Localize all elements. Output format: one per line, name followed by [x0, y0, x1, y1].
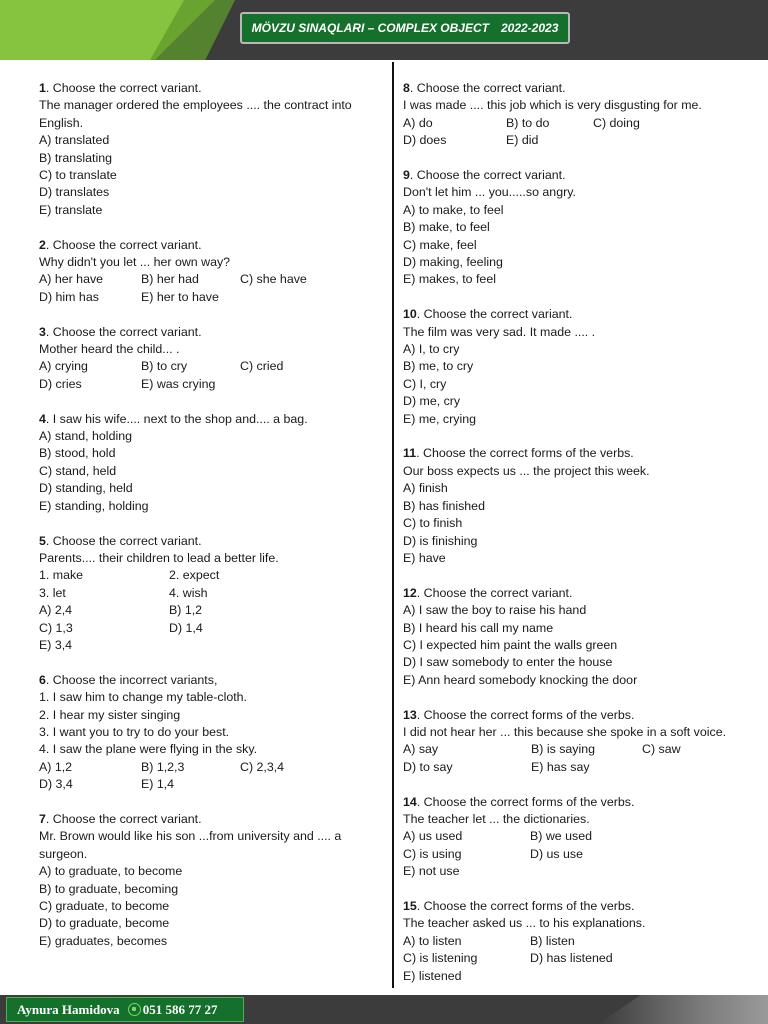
options-row [39, 881, 384, 898]
answer-option[interactable]: C) make, feel [403, 237, 477, 252]
header-bar [0, 0, 768, 60]
answer-option[interactable]: B) we used [530, 829, 592, 844]
options-row [403, 759, 743, 776]
answer-option[interactable]: B) make, to feel [403, 220, 490, 235]
answer-option[interactable]: E) 1,4 [141, 777, 175, 792]
question-instruction [403, 898, 743, 915]
answer-option[interactable]: D) making, feeling [403, 255, 503, 270]
answer-option[interactable]: E) translate [39, 202, 103, 217]
options-row [403, 358, 743, 375]
options-row [39, 863, 384, 880]
question-number: 6 [39, 672, 46, 687]
options-row [39, 289, 384, 306]
question-instruction-text: . Choose the correct variant. [416, 307, 573, 322]
answer-option[interactable]: C) cried [240, 359, 284, 374]
answer-option[interactable]: A) to listen [403, 933, 462, 948]
options-row [39, 271, 384, 288]
answer-option[interactable]: D) has listened [530, 951, 613, 966]
topic-badge [240, 12, 570, 44]
answer-option[interactable]: C) stand, held [39, 463, 117, 478]
answer-option[interactable]: 4. wish [169, 585, 208, 600]
question-text-line: Mr. Brown would like his son ...from university and .... a [39, 829, 342, 844]
question-text-line: Our boss expects us ... the project this week. [403, 463, 650, 478]
answer-option[interactable]: B) to do [506, 115, 550, 130]
question-7 [39, 811, 384, 950]
answer-option[interactable]: D) us use [530, 846, 584, 861]
answer-option[interactable]: E) makes, to feel [403, 272, 496, 287]
options-row [403, 828, 743, 845]
answer-option[interactable]: A) 1,2 [39, 759, 73, 774]
options-row [39, 202, 384, 219]
question-instruction-text: . Choose the correct forms of the verbs. [416, 446, 634, 461]
options-row [39, 167, 384, 184]
options-row [403, 515, 743, 532]
answer-option[interactable]: C) she have [240, 272, 307, 287]
options-row [39, 637, 384, 654]
answer-option[interactable]: E) me, crying [403, 411, 476, 426]
answer-option[interactable]: 3. let [39, 585, 66, 600]
question-instruction [403, 707, 743, 724]
question-text-line: surgeon. [39, 846, 88, 861]
answer-option[interactable]: C) to finish [403, 516, 463, 531]
options-row [403, 411, 743, 428]
options-row [403, 602, 743, 619]
left-column [39, 80, 384, 968]
answer-option[interactable]: C) saw [642, 742, 681, 757]
options-row [39, 150, 384, 167]
question-instruction [403, 445, 743, 462]
options-row [403, 950, 743, 967]
answer-option[interactable]: E) was crying [141, 376, 216, 391]
footer-gradient-accent [598, 995, 768, 1024]
options-row [39, 776, 384, 793]
question-instruction [403, 585, 743, 602]
question-text-line: I was made .... this job which is very disgusting for me. [403, 98, 702, 113]
question-12 [403, 585, 743, 689]
answer-option[interactable]: E) did [506, 133, 539, 148]
answer-option[interactable]: B) listen [530, 933, 575, 948]
question-8 [403, 80, 743, 150]
question-number: 10 [403, 307, 417, 322]
options-row [403, 620, 743, 637]
options-row [403, 254, 743, 271]
question-instruction-text: . Choose the correct forms of the verbs. [416, 707, 635, 722]
question-4 [39, 411, 384, 515]
question-number: 13 [403, 707, 417, 722]
options-row [39, 933, 384, 950]
question-9 [403, 167, 743, 289]
options-row [403, 202, 743, 219]
question-6 [39, 672, 384, 794]
answer-option[interactable]: C) to translate [39, 168, 117, 183]
question-instruction-text: . Choose the correct variant. [45, 81, 202, 95]
answer-option[interactable]: E) listened [403, 968, 462, 983]
options-row [403, 654, 743, 671]
question-14 [403, 794, 743, 881]
answer-option[interactable]: C) I expected him paint the walls green [403, 637, 618, 652]
options-row [403, 968, 743, 985]
question-text-line: I did not hear her ... this because she spoke in a soft voice. [403, 724, 727, 739]
question-instruction [39, 237, 384, 254]
options-row [403, 393, 743, 410]
answer-option[interactable]: C) 2,3,4 [240, 759, 285, 774]
question-instruction-text: . Choose the incorrect variants, [45, 672, 218, 687]
answer-option[interactable]: C) 1,3 [39, 620, 73, 635]
options-row [403, 115, 743, 132]
answer-option[interactable]: C) graduate, to become [39, 899, 170, 913]
question-instruction-text: . Choose the correct variant. [409, 81, 566, 95]
options-row [39, 184, 384, 201]
question-instruction-text: . Choose the correct variant. [45, 324, 202, 339]
whatsapp-phone-icon [128, 1003, 141, 1016]
options-row [39, 567, 384, 584]
column-divider [392, 62, 394, 988]
options-row [39, 585, 384, 602]
options-row [403, 672, 743, 689]
answer-option[interactable]: E) have [403, 550, 446, 565]
options-row [403, 219, 743, 236]
question-text-line: English. [39, 115, 84, 130]
answer-option[interactable]: A) translated [39, 133, 110, 148]
options-row [403, 271, 743, 288]
answer-option[interactable]: E) not use [403, 864, 460, 879]
question-instruction-text: . Choose the correct variant. [45, 237, 202, 252]
options-row [403, 933, 743, 950]
answer-option[interactable]: E) graduates, becomes [39, 933, 168, 948]
options-row [39, 898, 384, 915]
options-row [403, 376, 743, 393]
options-row [403, 498, 743, 515]
options-row [403, 637, 743, 654]
options-row [403, 533, 743, 550]
answer-option[interactable]: D) translates [39, 185, 110, 200]
answer-option[interactable]: C) I, cry [403, 376, 447, 391]
question-1 [39, 80, 384, 219]
question-11 [403, 445, 743, 567]
question-instruction [39, 411, 384, 428]
answer-option[interactable]: E) 3,4 [39, 637, 73, 652]
author-phone: 051 586 77 27 [142, 1001, 218, 1017]
answer-option[interactable]: A) 2,4 [39, 603, 73, 618]
question-instruction [403, 794, 743, 811]
answer-option[interactable]: B) I heard his call my name [403, 620, 554, 635]
options-row [39, 358, 384, 375]
answer-option[interactable]: B) 1,2 [169, 603, 203, 618]
question-text-line: 1. I saw him to change my table-cloth. [39, 690, 247, 705]
question-instruction [403, 80, 743, 97]
question-text-line: Mother heard the child... . [39, 342, 180, 357]
answer-option[interactable]: D) does [403, 133, 447, 148]
question-text-line: The teacher let ... the dictionaries. [403, 811, 590, 826]
options-row [39, 445, 384, 462]
answer-option[interactable]: E) Ann heard somebody knocking the door [403, 672, 638, 687]
answer-option[interactable]: D) is finishing [403, 533, 478, 548]
question-instruction-text: . Choose the correct forms of the verbs. [416, 898, 635, 913]
question-number: 4 [39, 411, 46, 426]
topic-title: MÖVZU SINAQLARI – COMPLEX OBJECT [251, 21, 489, 35]
question-number: 2 [39, 237, 46, 252]
options-row [39, 620, 384, 637]
answer-option[interactable]: A) I, to cry [403, 342, 460, 357]
answer-option[interactable]: D) standing, held [39, 481, 133, 496]
answer-option[interactable]: A) to make, to feel [403, 202, 504, 217]
author-badge [6, 997, 244, 1022]
answer-option[interactable]: B) has finished [403, 498, 485, 513]
question-5 [39, 533, 384, 655]
options-row [39, 602, 384, 619]
answer-option[interactable]: C) doing [593, 115, 640, 130]
answer-option[interactable]: B) to cry [141, 359, 188, 374]
answer-option[interactable]: A) finish [403, 481, 448, 496]
answer-option[interactable]: A) us used [403, 829, 463, 844]
question-instruction [39, 324, 384, 341]
question-number: 5 [39, 533, 46, 548]
options-row [403, 341, 743, 358]
answer-option[interactable]: D) I saw somebody to enter the house [403, 655, 613, 670]
right-column [403, 80, 743, 1002]
answer-option[interactable]: E) her to have [141, 289, 219, 304]
question-number: 12 [403, 585, 417, 600]
question-text-line: The film was very sad. It made .... . [403, 324, 596, 339]
options-row [403, 550, 743, 567]
options-row [39, 915, 384, 932]
question-instruction-text: . I saw his wife.... next to the shop and.... a bag. [45, 411, 308, 426]
answer-option[interactable]: D) to say [403, 759, 453, 774]
answer-option[interactable]: A) her have [39, 272, 104, 287]
question-text-line: 2. I hear my sister singing [39, 707, 181, 722]
answer-option[interactable]: C) is listening [403, 951, 478, 966]
question-text-line: Why didn't you let ... her own way? [39, 255, 231, 270]
question-instruction-text: . Choose the correct variant. [45, 811, 202, 826]
question-text-line: 4. I saw the plane were flying in the sky. [39, 742, 258, 757]
question-number: 14 [403, 794, 417, 809]
topic-year: 2022-2023 [500, 21, 559, 35]
answer-option[interactable]: B) is saying [531, 742, 596, 757]
answer-option[interactable]: A) I saw the boy to raise his hand [403, 603, 587, 618]
answer-option[interactable]: D) him has [39, 289, 99, 304]
question-instruction [39, 533, 384, 550]
options-row [39, 498, 384, 515]
question-text-line: 3. I want you to try to do your best. [39, 724, 230, 739]
question-instruction-text: . Choose the correct variant. [45, 533, 202, 548]
options-row [403, 863, 743, 880]
question-text-line: Don't let him ... you.....so angry. [403, 185, 576, 200]
question-instruction-text: . Choose the correct variant. [416, 585, 573, 600]
answer-option[interactable]: 1. make [39, 568, 84, 583]
author-name: Aynura Hamidova [17, 1001, 120, 1017]
options-row [39, 428, 384, 445]
options-row [403, 480, 743, 497]
answer-option[interactable]: D) me, cry [403, 394, 461, 409]
answer-option[interactable]: A) crying [39, 359, 88, 374]
answer-option[interactable]: B) 1,2,3 [141, 759, 185, 774]
answer-option[interactable]: E) standing, holding [39, 498, 149, 513]
question-instruction [39, 80, 384, 97]
question-number: 3 [39, 324, 46, 339]
question-number: 15 [403, 898, 417, 913]
answer-option[interactable]: B) to graduate, becoming [39, 881, 179, 896]
question-instruction [39, 672, 384, 689]
options-row [403, 741, 743, 758]
options-row [39, 132, 384, 149]
answer-option[interactable]: C) is using [403, 846, 462, 861]
answer-option[interactable]: A) do [403, 115, 433, 130]
question-text-line: The teacher asked us ... to his explanations. [403, 916, 646, 931]
question-13 [403, 707, 743, 777]
answer-option[interactable]: A) to graduate, to become [39, 864, 183, 879]
question-number: 7 [39, 811, 46, 826]
question-15 [403, 898, 743, 985]
question-10 [403, 306, 743, 428]
question-number: 9 [403, 168, 410, 183]
question-instruction [39, 811, 384, 828]
options-row [39, 376, 384, 393]
question-number: 8 [403, 81, 410, 95]
answer-option[interactable]: 2. expect [169, 568, 220, 583]
options-row [403, 237, 743, 254]
answer-option[interactable]: E) has say [531, 759, 590, 774]
options-row [39, 463, 384, 480]
question-instruction [403, 306, 743, 323]
question-2 [39, 237, 384, 307]
question-number: 11 [403, 446, 417, 461]
answer-option[interactable]: B) her had [141, 272, 199, 287]
answer-option[interactable]: D) to graduate, become [39, 916, 170, 931]
options-row [39, 480, 384, 497]
question-text-line: The manager ordered the employees .... the contract into [39, 98, 352, 113]
answer-option[interactable]: B) translating [39, 150, 113, 165]
footer-bar [0, 995, 768, 1024]
question-text-line: Parents.... their children to lead a better life. [39, 550, 279, 565]
question-number: 1 [39, 81, 46, 95]
options-row [403, 132, 743, 149]
question-instruction-text: . Choose the correct variant. [409, 168, 566, 183]
question-instruction [403, 167, 743, 184]
answer-option[interactable]: D) 1,4 [169, 620, 203, 635]
answer-option[interactable]: A) stand, holding [39, 429, 132, 444]
options-row [403, 846, 743, 863]
answer-option[interactable]: D) cries [39, 376, 82, 391]
question-instruction-text: . Choose the correct forms of the verbs. [416, 794, 635, 809]
question-3 [39, 324, 384, 394]
answer-option[interactable]: B) me, to cry [403, 359, 474, 374]
answer-option[interactable]: D) 3,4 [39, 777, 73, 792]
answer-option[interactable]: A) say [403, 742, 439, 757]
answer-option[interactable]: B) stood, hold [39, 446, 116, 461]
options-row [39, 759, 384, 776]
